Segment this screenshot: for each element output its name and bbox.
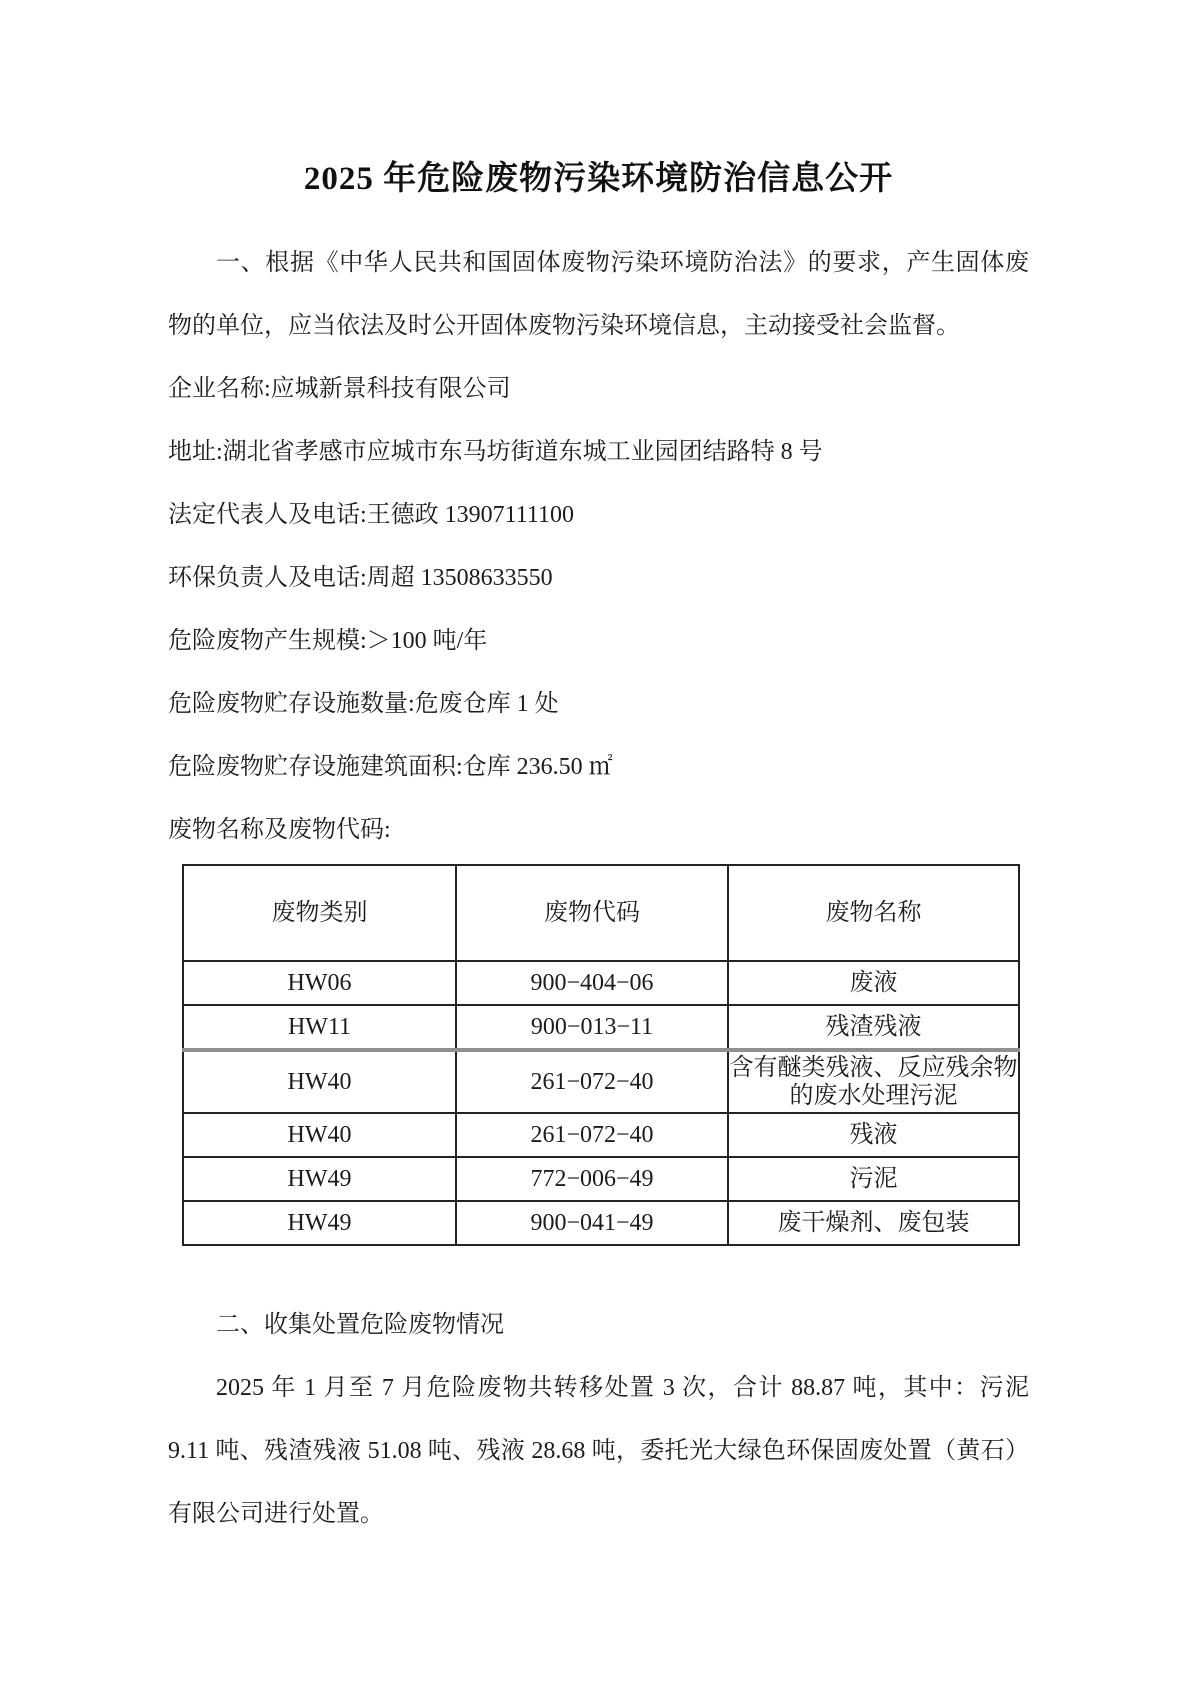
production-scale-line: 危险废物产生规模:＞100 吨/年 xyxy=(168,628,488,654)
cell-category: HW49 xyxy=(183,1201,456,1245)
header-waste-code: 废物代码 xyxy=(456,865,728,961)
header-waste-category: 废物类别 xyxy=(183,865,456,961)
cell-category: HW40 xyxy=(183,1050,456,1113)
storage-area-line: 危险废物贮存设施建筑面积:仓库 236.50 ㎡ xyxy=(168,754,613,780)
table-header-row xyxy=(183,865,1019,961)
cell-category: HW49 xyxy=(183,1157,456,1201)
table-row xyxy=(183,1005,1019,1050)
cell-code: 900−404−06 xyxy=(456,961,728,1005)
waste-table-caption: 废物名称及废物代码: xyxy=(168,817,391,843)
cell-name: 残渣残液 xyxy=(728,1005,1019,1050)
table-row xyxy=(183,1157,1019,1201)
cell-category: HW11 xyxy=(183,1005,456,1050)
cell-code: 261−072−40 xyxy=(456,1113,728,1157)
table-row xyxy=(183,1113,1019,1157)
waste-table xyxy=(182,864,1020,1246)
section2-heading: 二、收集处置危险废物情况 xyxy=(216,1312,504,1338)
header-waste-name: 废物名称 xyxy=(728,865,1019,961)
cell-name: 残液 xyxy=(728,1113,1019,1157)
cell-name: 含有醚类残液、反应残余物的废水处理污泥 xyxy=(728,1050,1019,1113)
cell-code: 900−013−11 xyxy=(456,1005,728,1050)
company-name-line: 企业名称:应城新景科技有限公司 xyxy=(168,376,511,402)
storage-count-line: 危险废物贮存设施数量:危废仓库 1 处 xyxy=(168,691,559,717)
legal-representative-line: 法定代表人及电话:王德政 13907111100 xyxy=(168,502,574,528)
section2-paragraph: 2025 年 1 月至 7 月危险废物共转移处置 3 次，合计 88.87 吨，其中：污泥 9.11 吨、残渣残液 51.08 吨、残液 28.68 吨，委托光大绿色环保固废处置（黄石）有限公司进行处置。 xyxy=(168,1375,1029,1527)
cell-code: 261−072−40 xyxy=(456,1050,728,1113)
cell-category: HW06 xyxy=(183,961,456,1005)
page-title: 2025 年危险废物污染环境防治信息公开 xyxy=(303,161,894,197)
cell-code: 900−041−49 xyxy=(456,1201,728,1245)
table-row xyxy=(183,961,1019,1005)
address-line: 地址:湖北省孝感市应城市东马坊街道东城工业园团结路特 8 号 xyxy=(168,439,823,465)
cell-name: 污泥 xyxy=(728,1157,1019,1201)
cell-name: 废液 xyxy=(728,961,1019,1005)
table-row xyxy=(183,1050,1019,1113)
env-officer-line: 环保负责人及电话:周超 13508633550 xyxy=(168,565,553,591)
cell-category: HW40 xyxy=(183,1113,456,1157)
cell-name: 废干燥剂、废包装 xyxy=(728,1201,1019,1245)
cell-code: 772−006−49 xyxy=(456,1157,728,1201)
intro-paragraph: 一、根据《中华人民共和国固体废物污染环境防治法》的要求，产生固体废物的单位，应当依法及时公开固体废物污染环境信息，主动接受社会监督。 xyxy=(168,250,1029,339)
table-row xyxy=(183,1201,1019,1245)
